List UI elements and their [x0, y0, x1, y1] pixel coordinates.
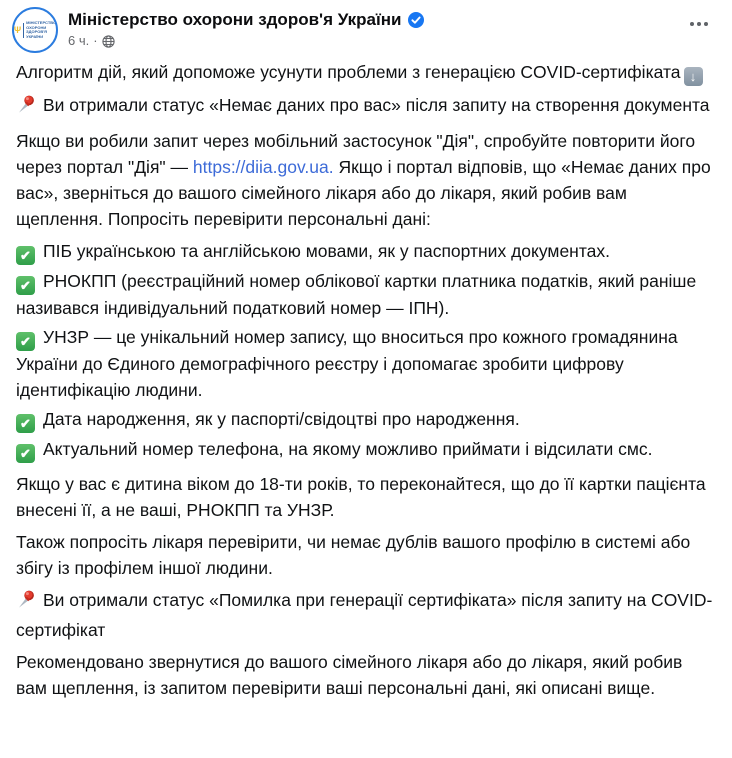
- pushpin-icon: [16, 594, 37, 614]
- down-arrow-emoji: ↓: [684, 67, 703, 86]
- verified-badge-icon: [408, 12, 424, 28]
- duplicates-paragraph: Також попросіть лікаря перевірити, чи немає дублів вашого профілю в системі або збігу із профілем іншої людини.: [16, 532, 691, 578]
- section-heading-no-data: [16, 92, 716, 122]
- page-name-link[interactable]: Міністерство охорони здоров'я України: [68, 10, 402, 29]
- personal-data-checklist: [16, 238, 716, 463]
- diia-text-before: Якщо ви робили запит через мобільний застосунок "Дія", спробуйте повторити його через портал "Дія" —: [16, 131, 696, 177]
- check-mark-emoji: ✔: [16, 332, 35, 351]
- logo-text-line: ЗДОРОВ'Я: [26, 29, 48, 34]
- child-paragraph: Якщо у вас є дитина віком до 18-ти років, то переконайтеся, що до її картки пацієнта внесені її, а не ваші, РНОКПП та УНЗР.: [16, 474, 706, 520]
- checklist-item: [16, 238, 716, 265]
- check-mark-emoji: ✔: [16, 414, 35, 433]
- logo-divider: [23, 23, 24, 38]
- ellipsis-dot: [704, 22, 708, 26]
- page-avatar[interactable]: [12, 7, 58, 53]
- meta-separator: ·: [93, 33, 98, 48]
- check-mark-emoji: ✔: [16, 276, 35, 295]
- moh-logo: [14, 21, 56, 39]
- trident-icon: Ψ: [13, 24, 22, 35]
- section-heading-text: Ви отримали статус «Немає даних про вас» після запиту на створення документа: [43, 95, 710, 115]
- recommend-paragraph: Рекомендовано звернутися до вашого сімейного лікаря або до лікаря, який робив вам щеплення, із запитом перевірити ваші персональні дані, які описані вище.: [16, 652, 683, 698]
- pushpin-icon: [16, 99, 37, 119]
- checklist-item: [16, 268, 716, 321]
- checklist-item: [16, 324, 716, 403]
- ellipsis-dot: [690, 22, 694, 26]
- check-mark-emoji: ✔: [16, 444, 35, 463]
- logo-text-line: УКРАЇНИ: [26, 33, 44, 39]
- post-body: [0, 55, 732, 701]
- section-heading-text: Ви отримали статус «Помилка при генерації сертифіката» після запиту на COVID-сертифікат: [16, 590, 713, 640]
- checklist-item: [16, 436, 716, 463]
- diia-paragraph: [16, 128, 716, 232]
- diia-link[interactable]: https://diia.gov.ua.: [192, 157, 334, 177]
- post-meta: [68, 33, 424, 48]
- checklist-item-text: Дата народження, як у паспорті/свідоцтві про народження.: [43, 409, 520, 429]
- checklist-item-text: Актуальний номер телефона, на якому можливо приймати і відсилати смс.: [43, 439, 653, 459]
- logo-text: [26, 21, 56, 39]
- header-info: [68, 7, 424, 48]
- logo-text-line: ОХОРОНИ: [26, 24, 47, 30]
- diia-text-after: Якщо і портал відповів, що «Немає даних про вас», зверніться до вашого сімейного лікаря або до лікаря, який робив вам щеплення. Попросіть перевірити персональні дані:: [16, 157, 711, 229]
- post-header: [0, 0, 732, 55]
- globe-icon: [102, 35, 115, 48]
- section-heading-generation-error: [16, 587, 716, 643]
- checklist-item-text: РНОКПП (реєстраційний номер облікової картки платника податків, який раніше називався індивідуальний податковий номер — ІПН).: [16, 271, 697, 318]
- logo-text-line: МІНІСТЕРСТВО: [26, 20, 57, 25]
- ellipsis-dot: [697, 22, 701, 26]
- intro-text: Алгоритм дій, який допоможе усунути проблеми з генерацією COVID-сертифіката: [16, 62, 681, 82]
- check-mark-emoji: ✔: [16, 246, 35, 265]
- post-intro-paragraph: [16, 59, 716, 86]
- more-options-button[interactable]: [686, 18, 712, 30]
- checklist-item-text: ПІБ українською та англійською мовами, як у паспортних документах.: [43, 241, 611, 261]
- checklist-item-text: УНЗР — це унікальний номер запису, що вноситься про кожного громадянина України до Єдиного демографічного реєстру і допомагає зробити цифрову ідентифікацію людини.: [16, 327, 678, 400]
- post-timestamp[interactable]: 6 ч.: [68, 33, 90, 48]
- checklist-item: [16, 406, 716, 433]
